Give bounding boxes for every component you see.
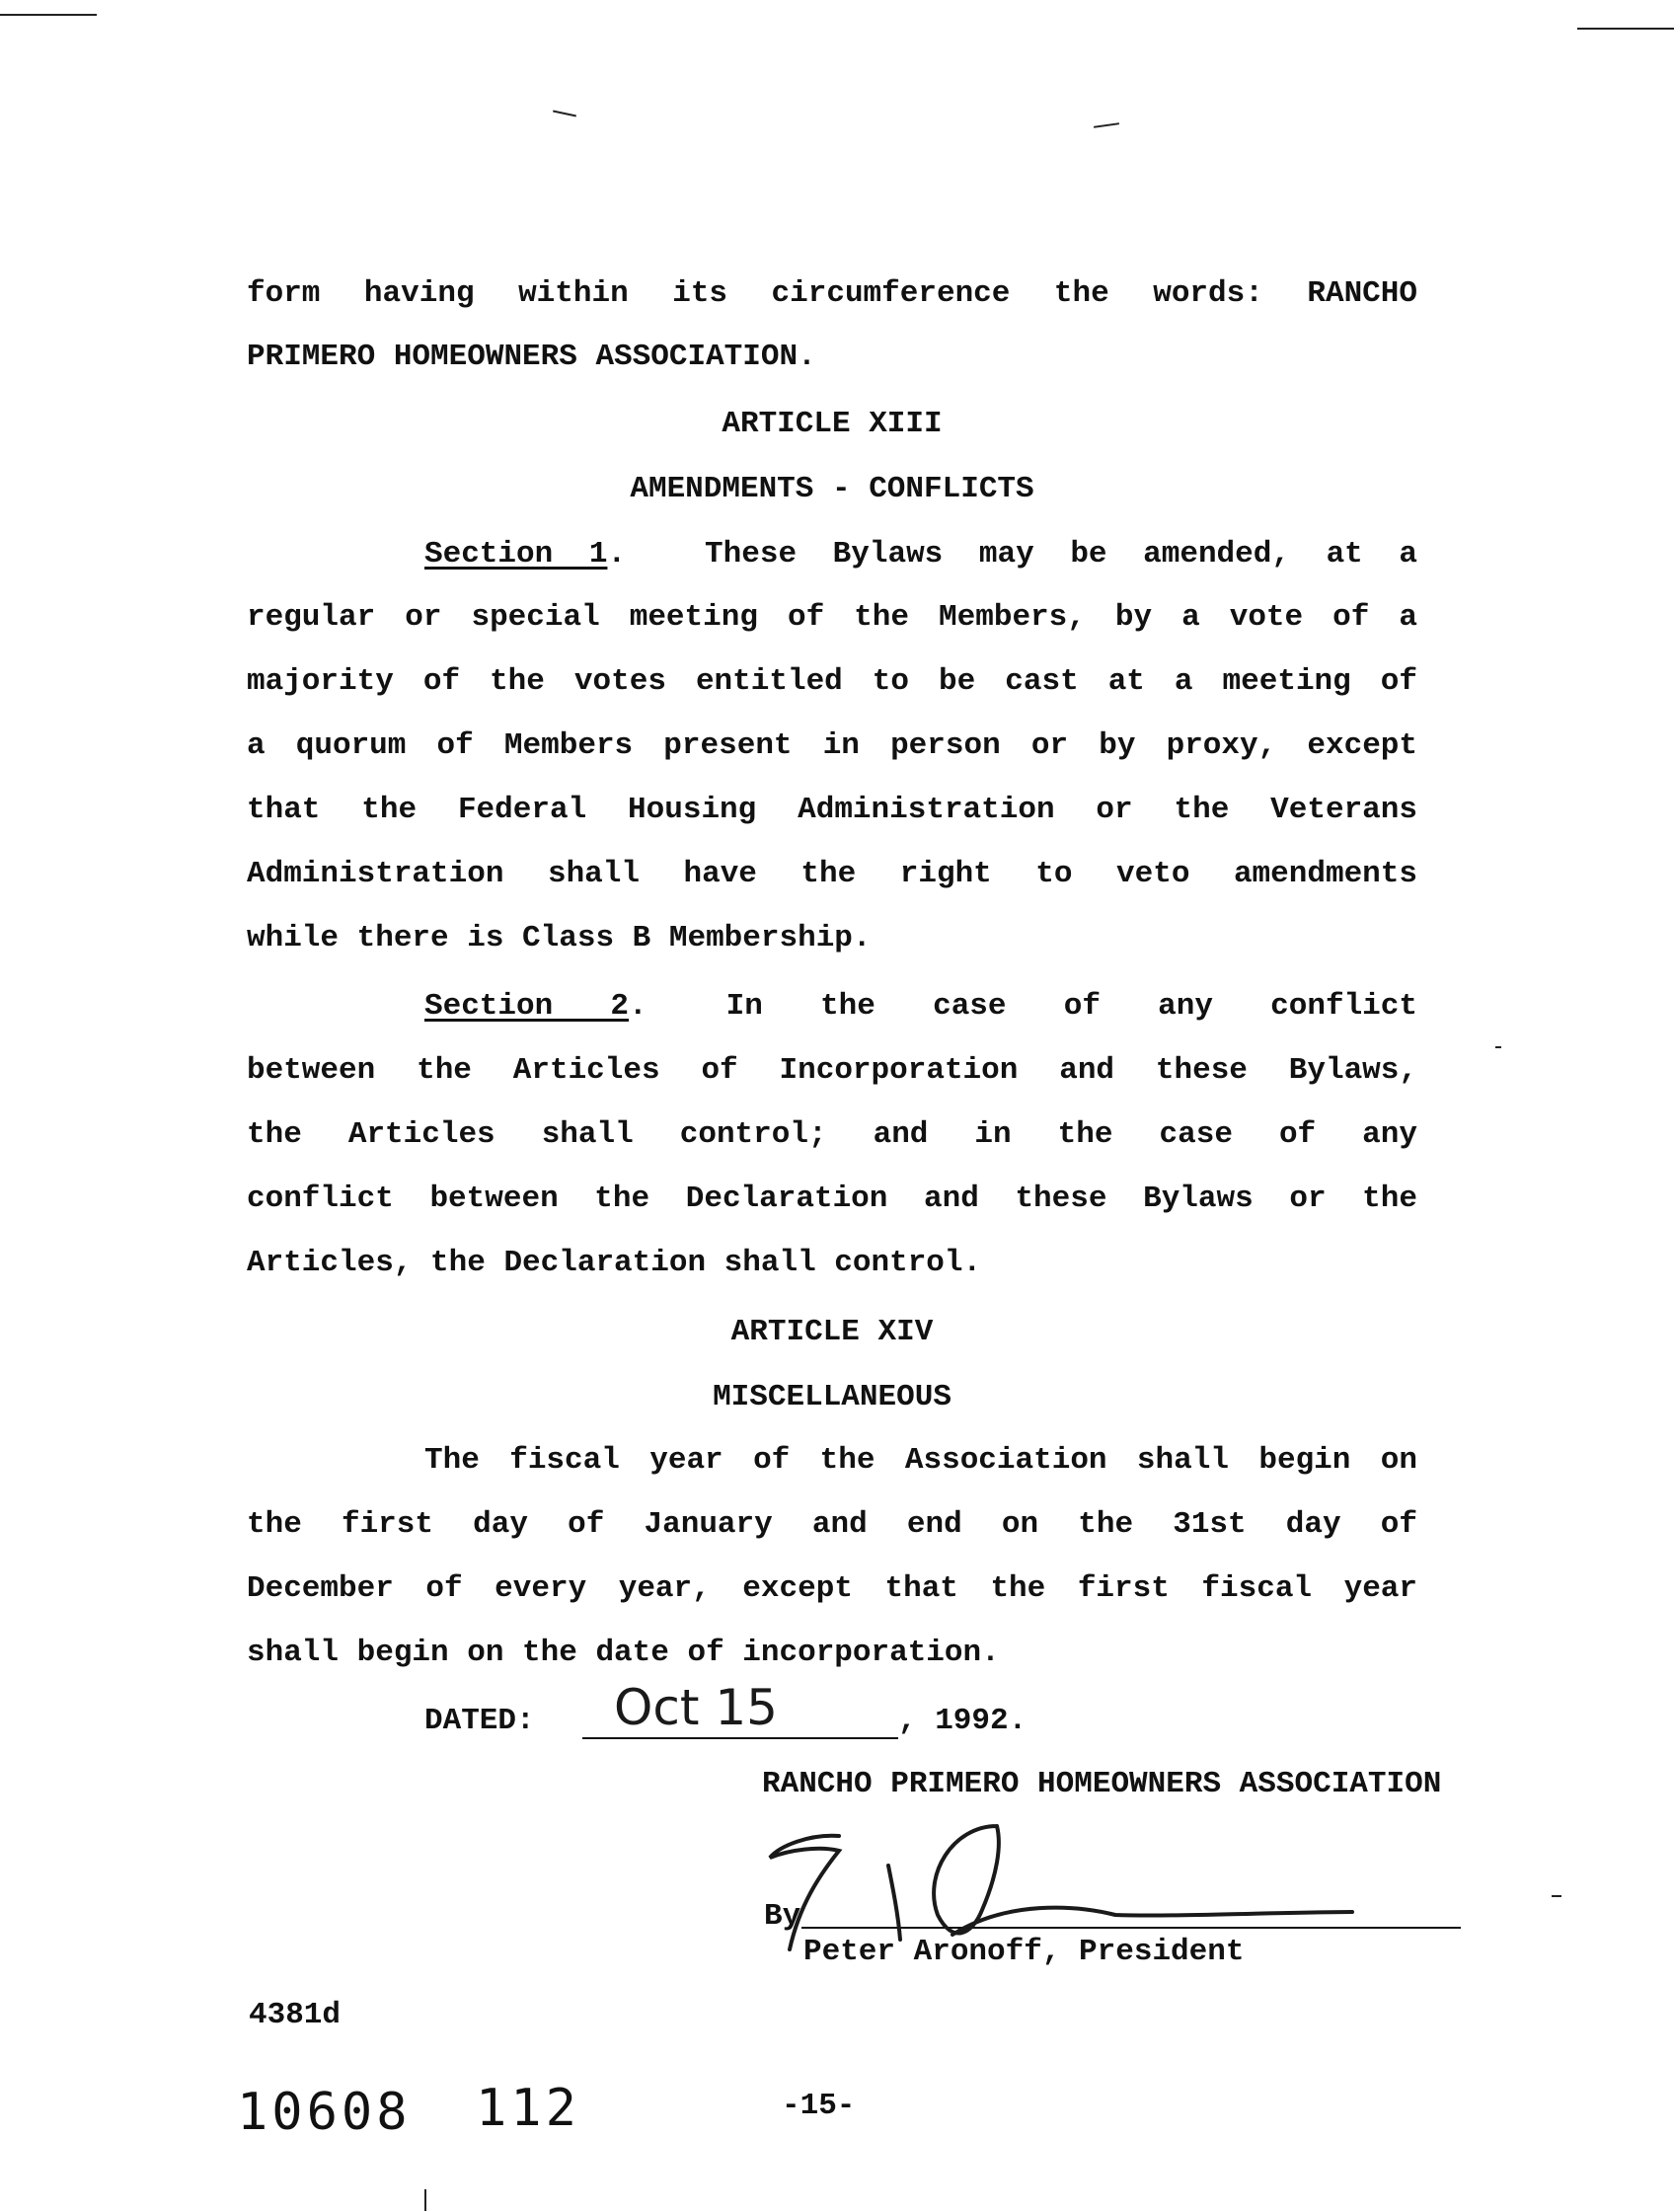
handwritten-date: Oct 15 [614,1679,778,1736]
recording-stamp-page: 112 [476,2079,580,2138]
section2-line: conflict between the Declaration and these Bylaws or the [247,1182,1417,1216]
section2-line: between the Articles of Incorporation and these Bylaws, [247,1053,1417,1088]
section2-line: the Articles shall control; and in the case of any [247,1117,1417,1152]
preamble-line: PRIMERO HOMEOWNERS ASSOCIATION. [247,340,816,374]
article-xiii-heading: ARTICLE XIII [722,407,943,441]
scan-speck [1495,1046,1501,1048]
section1-line: a quorum of Members present in person or by proxy, except [247,728,1417,763]
section1-text: These Bylaws may be amended, at a [705,537,1417,572]
section2-line: Articles, the Declaration shall control. [247,1246,982,1280]
section1-line: regular or special meeting of the Members, by a vote of a [247,600,1417,635]
scan-speck [1094,122,1119,128]
article-xiv-title: MISCELLANEOUS [713,1380,951,1414]
recording-stamp-book: 10608 [237,2083,412,2142]
miscellaneous-line: shall begin on the date of incorporation. [247,1636,1000,1670]
scan-edge-line-left [0,14,97,16]
miscellaneous-line: The fiscal year of the Association shall begin on [424,1443,1417,1478]
dated-label: DATED: [424,1704,535,1738]
miscellaneous-line: the first day of January and end on the 31st day of [247,1507,1417,1542]
section1-line: that the Federal Housing Administration or the Veterans [247,793,1417,827]
section1-label: Section 1 [424,537,608,572]
scan-speck [424,2189,426,2211]
scan-edge-line-right [1577,28,1674,30]
page-number: -15- [782,2089,856,2123]
preamble-line: form having within its circumference the words: RANCHO [247,276,1417,311]
by-label: By [764,1899,801,1934]
signature-organization: RANCHO PRIMERO HOMEOWNERS ASSOCIATION [762,1767,1442,1801]
section1-line: while there is Class B Membership. [247,921,872,955]
section1-line: majority of the votes entitled to be cast at a meeting of [247,664,1417,699]
article-xiv-heading: ARTICLE XIV [730,1315,934,1349]
section2-first-line: Section 2. In the case of any conflict [424,989,1417,1024]
section1-line: Administration shall have the right to veto amendments [247,857,1417,891]
signer-name: Peter Aronoff, President [803,1935,1245,1969]
dated-year: , 1992. [898,1704,1027,1738]
scan-speck [1552,1895,1561,1897]
section2-text: In the case of any conflict [725,989,1417,1024]
scan-speck [553,111,576,117]
document-code: 4381d [249,1998,342,2032]
section1-first-line: Section 1. These Bylaws may be amended, at a [424,537,1417,572]
miscellaneous-line: December of every year, except that the first fiscal year [247,1571,1417,1606]
section2-label: Section 2 [424,989,630,1024]
article-xiii-title: AMENDMENTS - CONFLICTS [630,472,1034,506]
dated-blank-line [582,1737,898,1739]
